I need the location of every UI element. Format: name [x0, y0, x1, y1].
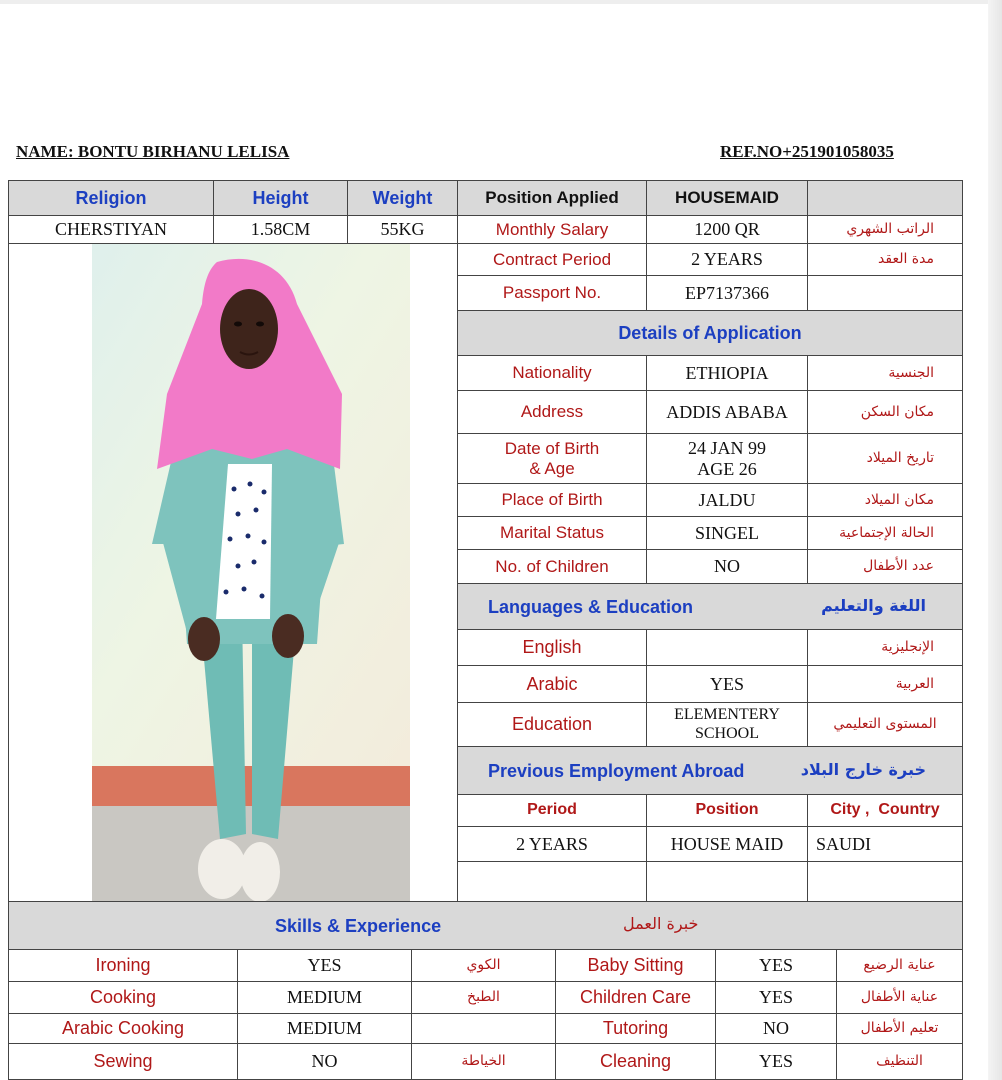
skill-childrencare-label: Children Care: [555, 981, 716, 1014]
skill-arabiccooking-arabic: [411, 1013, 556, 1044]
skill-childrencare-value: YES: [715, 981, 837, 1014]
passport-value: EP7137366: [646, 275, 808, 311]
contract-value: 2 YEARS: [646, 243, 808, 276]
weight-header: Weight: [347, 180, 458, 216]
page-edge: [988, 0, 1002, 1080]
skills-title: Skills & Experience: [275, 916, 442, 936]
employment-period: 2 YEARS: [457, 826, 647, 862]
nationality-value: ETHIOPIA: [646, 355, 808, 391]
religion-value: CHERSTIYAN: [8, 215, 214, 244]
skill-sewing-label: Sewing: [8, 1043, 238, 1080]
skill-ironing-label: Ironing: [8, 949, 238, 982]
children-label: No. of Children: [457, 549, 647, 584]
employment-city: SAUDI: [807, 826, 963, 862]
top-border: [0, 0, 1002, 4]
employment-blank-1: [457, 861, 647, 902]
dob-arabic: تاريخ الميلاد: [807, 433, 963, 484]
nationality-arabic: الجنسية: [807, 355, 963, 391]
passport-label: Passport No.: [457, 275, 647, 311]
skill-babysitting-value: YES: [715, 949, 837, 982]
employment-col-position: Position: [646, 794, 808, 827]
dob-value-line1: 24 JAN 99: [687, 437, 766, 458]
children-value: NO: [646, 549, 808, 584]
address-value: ADDIS ABABA: [646, 390, 808, 434]
skill-cooking-value: MEDIUM: [237, 981, 412, 1014]
employment-title: Previous Employment Abroad: [488, 761, 745, 781]
marital-label: Marital Status: [457, 516, 647, 550]
dob-value: [646, 433, 808, 484]
height-value: 1.58CM: [213, 215, 348, 244]
education-value: [646, 702, 808, 747]
skill-babysitting-arabic: عناية الرضيع: [836, 949, 963, 982]
languages-section-title: [457, 583, 963, 630]
skill-cleaning-label: Cleaning: [555, 1043, 716, 1080]
applicant-photo: [92, 244, 410, 902]
skill-arabiccooking-label: Arabic Cooking: [8, 1013, 238, 1044]
languages-title-arabic: اللغة والتعليم: [821, 596, 926, 615]
religion-header: Religion: [8, 180, 214, 216]
employment-col-period: Period: [457, 794, 647, 827]
arabic-arabic: العربية: [807, 665, 963, 703]
skill-sewing-value: NO: [237, 1043, 412, 1080]
skill-babysitting-label: Baby Sitting: [555, 949, 716, 982]
details-section-title: Details of Application: [457, 310, 963, 356]
arabic-value: YES: [646, 665, 808, 703]
nationality-label: Nationality: [457, 355, 647, 391]
employment-position: HOUSE MAID: [646, 826, 808, 862]
pob-value: JALDU: [646, 483, 808, 517]
salary-value: 1200 QR: [646, 215, 808, 244]
passport-blank: [807, 275, 963, 311]
skill-sewing-arabic: الخياطة: [411, 1043, 556, 1080]
contract-arabic: مدة العقد: [807, 243, 963, 276]
arabic-label: Arabic: [457, 665, 647, 703]
skills-title-arabic: خبرة العمل: [623, 914, 699, 933]
dob-value-line2: AGE 26: [697, 458, 757, 479]
skill-arabiccooking-value: MEDIUM: [237, 1013, 412, 1044]
salary-arabic: الراتب الشهري: [807, 215, 963, 244]
applicant-name: NAME: BONTU BIRHANU LELISA: [16, 142, 290, 161]
english-label: English: [457, 629, 647, 666]
pob-arabic: مكان الميلاد: [807, 483, 963, 517]
position-applied-value: HOUSEMAID: [646, 180, 808, 216]
reference-number: REF.NO+251901058035: [720, 142, 894, 161]
languages-title: Languages & Education: [488, 597, 694, 617]
employment-blank-3: [807, 861, 963, 902]
dob-label: [457, 433, 647, 484]
position-applied-blank: [807, 180, 963, 216]
skill-cooking-arabic: الطبخ: [411, 981, 556, 1014]
skill-ironing-arabic: الكوي: [411, 949, 556, 982]
skill-childrencare-arabic: عناية الأطفال: [836, 981, 963, 1014]
employment-blank-2: [646, 861, 808, 902]
employment-col-city: City , Country: [807, 794, 963, 827]
contract-label: Contract Period: [457, 243, 647, 276]
children-arabic: عدد الأطفال: [807, 549, 963, 584]
weight-value: 55KG: [347, 215, 458, 244]
skill-ironing-value: YES: [237, 949, 412, 982]
skill-cleaning-arabic: التنظيف: [836, 1043, 963, 1080]
english-value: [646, 629, 808, 666]
pob-label: Place of Birth: [457, 483, 647, 517]
education-value-line2: SCHOOL: [694, 724, 759, 742]
skill-tutoring-arabic: تعليم الأطفال: [836, 1013, 963, 1044]
height-header: Height: [213, 180, 348, 216]
employment-title-arabic: خبرة خارج البلاد: [800, 760, 926, 779]
skills-section-title: [8, 901, 963, 950]
address-label: Address: [457, 390, 647, 434]
skill-cooking-label: Cooking: [8, 981, 238, 1014]
dob-label-line2: & Age: [529, 458, 575, 478]
skill-tutoring-value: NO: [715, 1013, 837, 1044]
salary-label: Monthly Salary: [457, 215, 647, 244]
marital-value: SINGEL: [646, 516, 808, 550]
skill-tutoring-label: Tutoring: [555, 1013, 716, 1044]
dob-label-line1: Date of Birth: [504, 438, 600, 458]
marital-arabic: الحالة الإجتماعية: [807, 516, 963, 550]
skill-cleaning-value: YES: [715, 1043, 837, 1080]
education-arabic: المستوى التعليمي: [807, 702, 963, 747]
education-value-line1: ELEMENTERY: [674, 706, 780, 724]
english-arabic: الإنجليزية: [807, 629, 963, 666]
position-applied-label: Position Applied: [457, 180, 647, 216]
employment-section-title: [457, 746, 963, 795]
education-label: Education: [457, 702, 647, 747]
address-arabic: مكان السكن: [807, 390, 963, 434]
